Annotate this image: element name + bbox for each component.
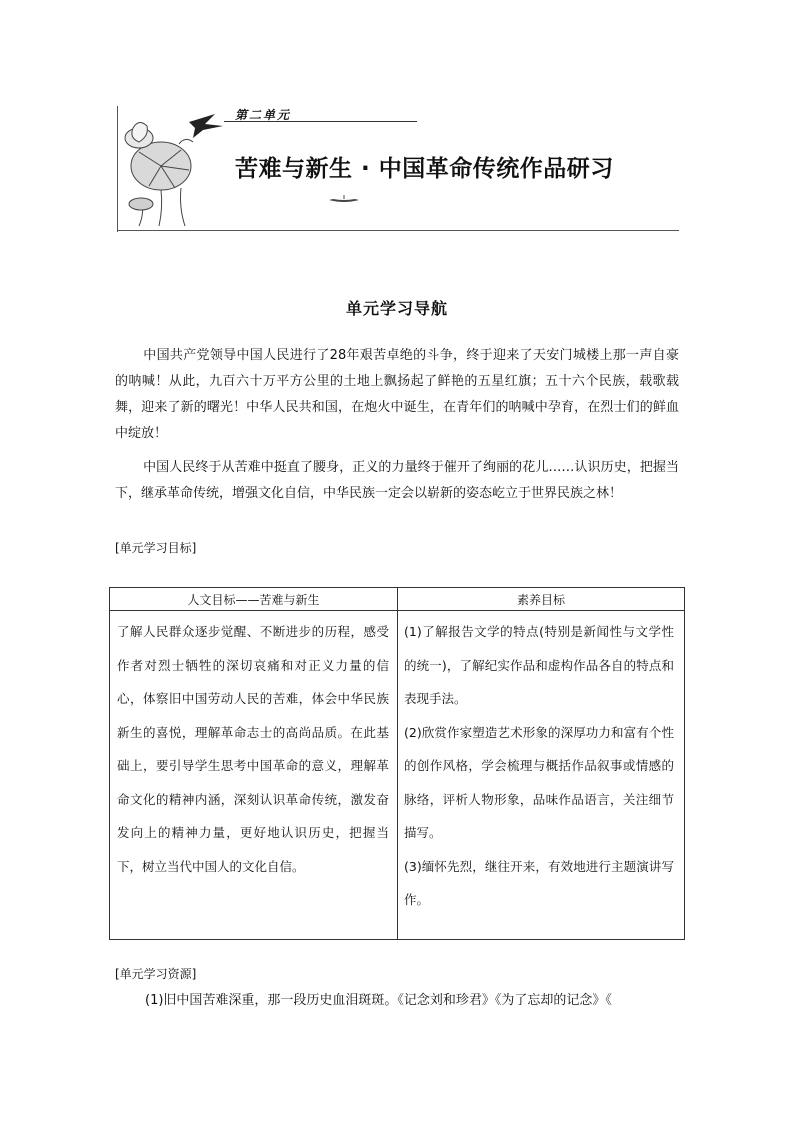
boat-ornament-icon: [327, 194, 361, 204]
literacy-goal-item: (2)欣赏作家塑造艺术形象的深厚功力和富有个性的创作风格，学会梳理与概括作品叙事或情感的脉络，评析人物形象，品味作品语言，关注细节描写。: [404, 724, 674, 840]
unit-title: 苦难与新生 · 中国革命传统作品研习: [235, 156, 614, 182]
resources-line-1: [115, 988, 679, 1014]
table-column-divider: [397, 588, 398, 939]
unit-banner: [117, 106, 679, 232]
intro-paragraph-1: [115, 343, 679, 447]
unit-label: 第二单元: [235, 108, 292, 122]
goals-label: [单元学习目标]: [115, 541, 197, 555]
intro-paragraph-2-text: 中国人民终于从苦难中挺直了腰身，正义的力量终于催开了绚丽的花儿……认识历史，把握当下，继承革命传统，增强文化自信，中华民族一定会以崭新的姿态屹立于世界民族之林！: [115, 460, 679, 501]
table-header-humanities: 人文目标——苦难与新生: [187, 593, 320, 607]
table-header-divider: [110, 610, 684, 611]
lotus-illustration-icon: [119, 108, 229, 228]
banner-left-rule: [117, 106, 118, 232]
section-title: 单元学习导航: [345, 299, 448, 318]
table-header-literacy: 素养目标: [516, 593, 565, 607]
literacy-goal-list: [404, 615, 674, 917]
literacy-goal-item: (1)了解报告文学的特点(特别是新闻性与文学性的统一)，了解纪实作品和虚构作品各自的特点和表现手法。: [404, 624, 674, 706]
intro-paragraph-2: [115, 455, 679, 507]
humanities-goal-text: 了解人民群众逐步觉醒、不断进步的历程，感受作者对烈士牺牲的深切哀痛和对正义力量的信心，体察旧中国劳动人民的苦难，体会中华民族新生的喜悦，理解革命志士的高尚品质。在此基础上，要引导学生思考中国革命的意义，理解革命文化的精神内涵，深刻认识革命传统，激发奋发向上的精神力量，更好地认识历史，把握当下，树立当代中国人的文化自信。: [117, 624, 389, 874]
resources-line-1-text: (1)旧中国苦难深重，那一段历史血泪斑斑。《记念刘和珍君》《为了忘却的记念》《: [145, 993, 612, 1008]
intro-paragraph-1-text: 中国共产党领导中国人民进行了28年艰苦卓绝的斗争，终于迎来了天安门城楼上那一声自豪的呐喊！从此，九百六十万平方公里的土地上飘扬起了鲜艳的五星红旗；五十六个民族，载歌载舞，迎来了新的曙光！中华人民共和国，在炮火中诞生，在青年们的呐喊中孕育，在烈士们的鲜血中绽放！: [115, 348, 679, 441]
banner-bottom-rule: [117, 230, 679, 231]
goals-table: [109, 587, 685, 940]
literacy-goal-item: (3)缅怀先烈，继往开来，有效地进行主题演讲写作。: [404, 858, 674, 907]
resources-label: [单元学习资源]: [115, 967, 197, 981]
